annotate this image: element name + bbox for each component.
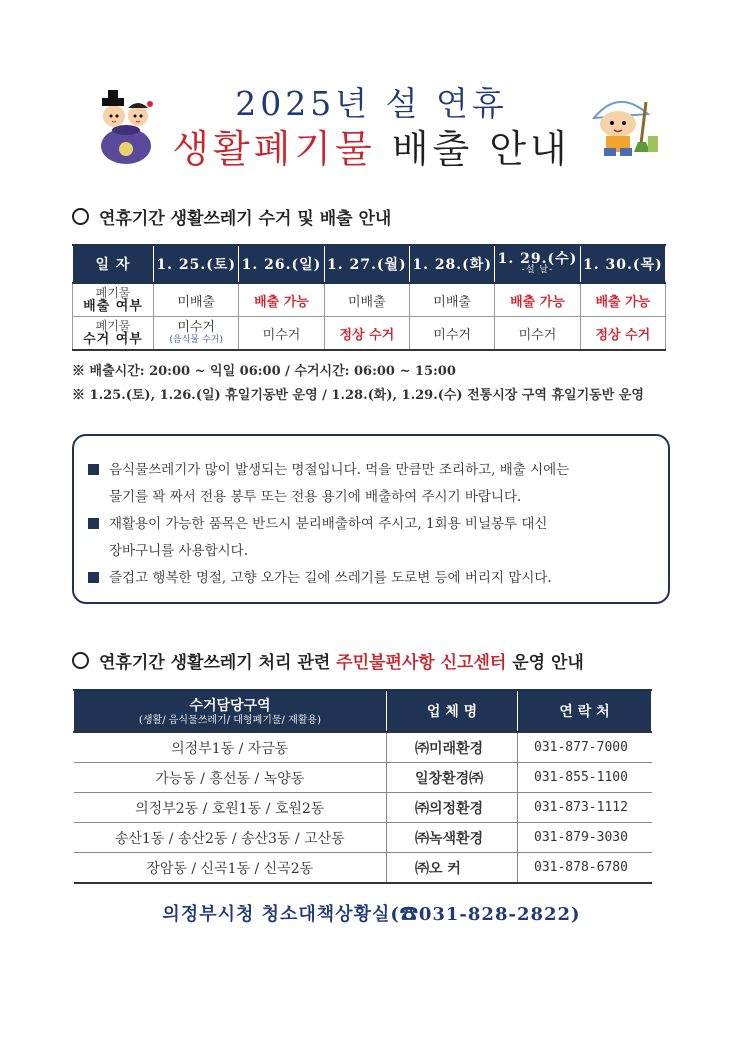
firm-cell: ㈜오 커 <box>387 853 518 884</box>
table-row <box>74 793 652 823</box>
contact-header-row <box>74 690 652 732</box>
firm-cell: ㈜미래환경 <box>387 732 518 763</box>
table-row <box>74 732 652 763</box>
contact-table <box>73 689 652 884</box>
notice-box <box>72 434 670 604</box>
schedule-cell: 미수거 <box>409 317 494 351</box>
schedule-cell: 배출 가능 <box>495 283 580 317</box>
square-bullet-icon <box>88 518 99 529</box>
lucky-bag-mascot-icon <box>88 86 164 166</box>
section2-heading: 연휴기간 생활쓰레기 처리 관련 주민불편사항 신고센터 운영 안내 <box>72 648 584 673</box>
schedule-cell: 미수거 (음식물 수거) <box>154 317 239 351</box>
food-waste-note: (음식물 수거) <box>169 335 223 345</box>
schedule-cell: 정상 수거 <box>324 317 409 351</box>
date-header: 1. 27.(월) <box>324 245 409 283</box>
area-header: 수거담당구역 (생활/ 음식물쓰레기/ 대형폐기물/ 재활용) <box>74 690 387 732</box>
circle-bullet-icon <box>72 208 89 225</box>
square-bullet-icon <box>88 572 99 583</box>
phone-cell: 031-877-7000 <box>518 732 652 763</box>
page-title-line1: 2025년 설 연휴 <box>235 84 508 123</box>
area-cell: 장암동 / 신곡1동 / 신곡2동 <box>74 853 387 884</box>
schedule-cell: 배출 가능 <box>239 283 324 317</box>
notice-item: 음식물쓰레기가 많이 발생되는 명절입니다. 먹을 만큼만 조리하고, 배출 시에는 <box>88 458 569 478</box>
firm-cell: ㈜의정환경 <box>387 793 518 823</box>
table-row <box>74 853 652 884</box>
phone-cell: 031-873-1112 <box>518 793 652 823</box>
schedule-cell: 정상 수거 <box>580 317 665 351</box>
phone-cell: 031-855-1100 <box>518 763 652 793</box>
disposal-row <box>73 283 666 317</box>
collection-row <box>73 317 666 351</box>
section1-heading: 연휴기간 생활쓰레기 수거 및 배출 안내 <box>72 204 391 229</box>
schedule-cell: 미수거 <box>239 317 324 351</box>
schedule-table <box>72 244 666 351</box>
notice-item-cont: 물기를 꽉 짜서 전용 봉투 또는 전용 용기에 배출하여 주시기 바랍니다. <box>109 489 522 505</box>
area-cell: 가능동 / 흥선동 / 녹양동 <box>74 763 387 793</box>
date-header: 1. 26.(일) <box>239 245 324 283</box>
phone-cell: 031-879-3030 <box>518 823 652 853</box>
title-highlight: 생활폐기물 <box>172 127 376 171</box>
area-cell: 의정부1동 / 자금동 <box>74 732 387 763</box>
schedule-cell: 미배출 <box>324 283 409 317</box>
firm-header: 업 체 명 <box>387 690 518 732</box>
area-cell: 송산1동 / 송산2동 / 송산3동 / 고산동 <box>74 823 387 853</box>
date-header: 1. 30.(목) <box>580 245 665 283</box>
date-header: 1. 25.(토) <box>154 245 239 283</box>
circle-bullet-icon <box>72 652 89 669</box>
firm-cell: ㈜녹색환경 <box>387 823 518 853</box>
schedule-cell: 미배출 <box>409 283 494 317</box>
schedule-header-row <box>73 245 666 283</box>
time-note: ※ 배출시간: 20:00 ~ 익일 06:00 / 수거시간: 06:00 ~ 15:00 <box>72 364 456 379</box>
notice-item-cont: 장바구니를 사용합시다. <box>109 543 248 559</box>
operation-note: ※ 1.25.(토), 1.26.(일) 휴일기동반 운영 / 1.28.(화), 1.29.(수) 전통시장 구역 휴일기동반 운영 <box>72 388 644 403</box>
square-bullet-icon <box>88 464 99 475</box>
schedule-cell: 미수거 <box>495 317 580 351</box>
schedule-cell: 미배출 <box>154 283 239 317</box>
row-header: 폐기물 수거 여부 <box>73 317 154 351</box>
firm-cell: 일창환경㈜ <box>387 763 518 793</box>
date-header-label: 일 자 <box>73 245 154 283</box>
title-rest: 배출 안내 <box>375 127 571 171</box>
phone-header: 연 락 처 <box>518 690 652 732</box>
schedule-cell: 배출 가능 <box>580 283 665 317</box>
cleaner-mascot-icon <box>588 92 660 158</box>
table-row <box>74 763 652 793</box>
date-header: 1. 28.(화) <box>409 245 494 283</box>
row-header: 폐기물 배출 여부 <box>73 283 154 317</box>
phone-cell: 031-878-6780 <box>518 853 652 884</box>
area-cell: 의정부2동 / 호원1동 / 호원2동 <box>74 793 387 823</box>
table-row <box>74 823 652 853</box>
contact-footer: 의정부시청 청소대책상황실(☎031-828-2822) <box>162 904 581 925</box>
holiday-sub-label: -설 날- <box>521 265 554 275</box>
date-header: 1. 29.(수) -설 날- <box>495 245 580 283</box>
notice-item: 즐겁고 행복한 명절, 고향 오가는 길에 쓰레기를 도로변 등에 버리지 맙시다. <box>88 566 552 586</box>
notice-item: 재활용이 가능한 품목은 반드시 분리배출하여 주시고, 1회용 비닐봉투 대신 <box>88 512 547 532</box>
